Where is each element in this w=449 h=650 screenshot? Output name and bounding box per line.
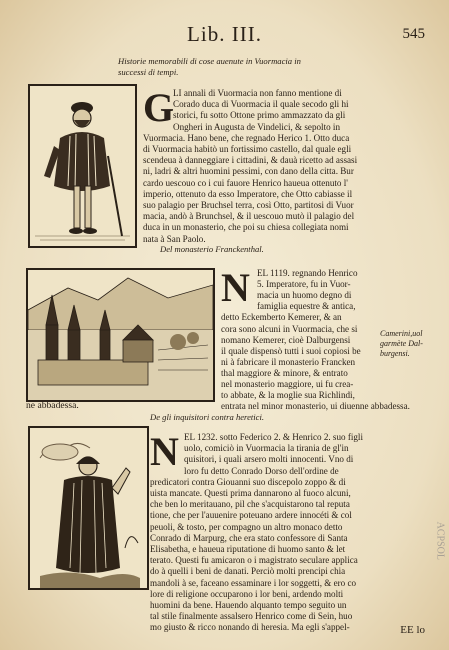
text-line: nomano Kemerer, cioè Dalburgensi [221,334,351,345]
text-line: suo palagio per Bruchsel terra, così Otto, partitosi di Vuor [143,200,354,210]
text-line: che ben lo meritauano, pil che s'acquistarono tal reputa [150,499,350,510]
text-line: scendeua à danneggiare i cittadini, & dauà ricetto ad assasi [143,155,358,166]
section-heading-1 [118,56,301,78]
woodcut-inquisitor-monk [28,426,149,590]
text-line: duca in un monasterio, che poi su chiesa collegiata nomi [143,222,349,233]
text-line: huomini da bene. Hauendo alquanto tempo seguito un [150,600,347,610]
text-line: ni, ladri & altri huomini pessimi, con dano della citta. Bur [143,166,354,177]
text-line: EL 1119. regnando Henrico [257,268,358,278]
bleed-through-text: ACPSOL [434,521,445,560]
text-line: lore di religione occuparono i lor beni, ardendo molti [150,588,344,599]
text-line: famiglia equestre & antica, [257,301,356,312]
text-line: il quale dispensò tutti i suoi copiosi be [221,345,361,356]
text-line: LI annali di Vuormacia non fanno mentione di [173,88,342,98]
text-line: tione, che per l'auuenire poteuano ardere innocéti & col [150,510,352,521]
section-heading-1-line1: Historie memorabili di cose auenute in Vuormacia in [118,56,301,66]
text-line: cora sono alcuni in Vuormacia, che si [221,323,358,334]
text-line: terato. Questi fu amicaron o i magistrato seculare applica [150,555,358,566]
text-line: imperio, ottenuto da esso Imperatore, che Otto cabiasse il [143,188,353,199]
text-line: entrata nel minor monasterio, ui diuenne abbadessa. [221,401,410,412]
text-line: predicatori contra Giouanni suo discepolo zoppo & di [150,476,346,487]
text-line: 5. Imperatore, fu in Vuor- [257,279,351,290]
text-line: Corado duca di Vuormacia il quale secodo gli hi [173,99,349,110]
section-heading-3: De gli inquisitori contra heretici. [150,412,265,422]
text-line: peuoli, & tosto, per compagno un altro monaco detto [150,521,343,532]
text-line: macia, andò à Brunchsel, & il uescouo mutò il palagio del [143,211,355,222]
drop-cap-section2: N [221,265,250,310]
abbadessa-fragment: ne abbadessa. [26,400,79,411]
text-line: Conrado di Marpurg, che era stato confessore di Santa [150,532,348,543]
margin-note-line: burgensi. [380,349,410,358]
margin-note-line: Camerini,uol [380,329,423,338]
text-line: tal stile finalmente assalsero Henrico come di Sein, huo [150,611,353,622]
text-line: do à quelli i beni de danati. Perciò molti prencipi chia [150,566,346,577]
drop-cap-section1: G [143,85,175,130]
woodcut-duke-figure [28,84,137,248]
text-line: mo giusto & ricco nonando di heresia. Ma egli s'appel- [150,622,350,633]
text-line: Elisabetha, e haueua riputatione di huomo santo & let [150,544,346,554]
text-line: macia un huomo degno di [257,290,352,301]
text-line: quisitori, i quali arsero molti innocenti. Vno di [184,454,354,465]
section-heading-2: Del monasterio Franckenthal. [160,244,264,254]
text-line: nel monasterio maggiore, ui fu crea- [221,379,354,389]
text-line: Ongheri in Augusta de Vindelici, & sepolto in [173,121,340,132]
text-line: EL 1232. sotto Federico 2. & Henrico 2. suo figli [184,432,363,442]
text-line: thal maggiore & minore, & entrato [221,367,348,378]
page-number: 545 [402,26,425,42]
text-line: to abbate, & la moglie sua Richlindi, [221,390,355,401]
book-title: Lib. III. [187,22,262,46]
text-line: storici, fu sotto Ottone primo ammazzato da gli [173,110,346,121]
monastery-landscape-icon [28,270,213,400]
text-line: ni à fabricare il monasterio Francken [221,356,356,367]
duke-figure-icon [30,86,135,246]
text-line: loro fu detto Conrado Dorso dell'ordine de [184,465,339,476]
section-heading-1-line2: successi di tempi. [118,67,179,77]
text-line: Vuormacia. Hano bene, che regnado Herico 1. Otto duca [143,132,350,143]
signature-mark: EE lo [400,624,425,636]
text-line: di Vuormacia habitò un fortissimo castello, dal quale egli [143,144,352,154]
text-line: uista mancate. Questi prima dannarono al fuoco alcuni, [150,488,351,498]
text-line: nata à San Paolo. [143,233,206,244]
text-line: mandoli à se, faceano essaminare i lor soggetti, & ero co [150,577,357,588]
woodcut-monastery-landscape [26,268,215,402]
margin-note-line: garmète Dal- [380,339,423,348]
text-line: cardo uescouo co i cui fauore Henrico haueua ottenuto l' [143,177,348,188]
text-line: uolo, comiciò in Vuormacia la tirania de gl'in [184,443,349,454]
monk-figure-icon [30,428,147,588]
text-line: detto Eckemberto Kemerer, & an [221,312,342,323]
drop-cap-section3: N [150,429,179,474]
